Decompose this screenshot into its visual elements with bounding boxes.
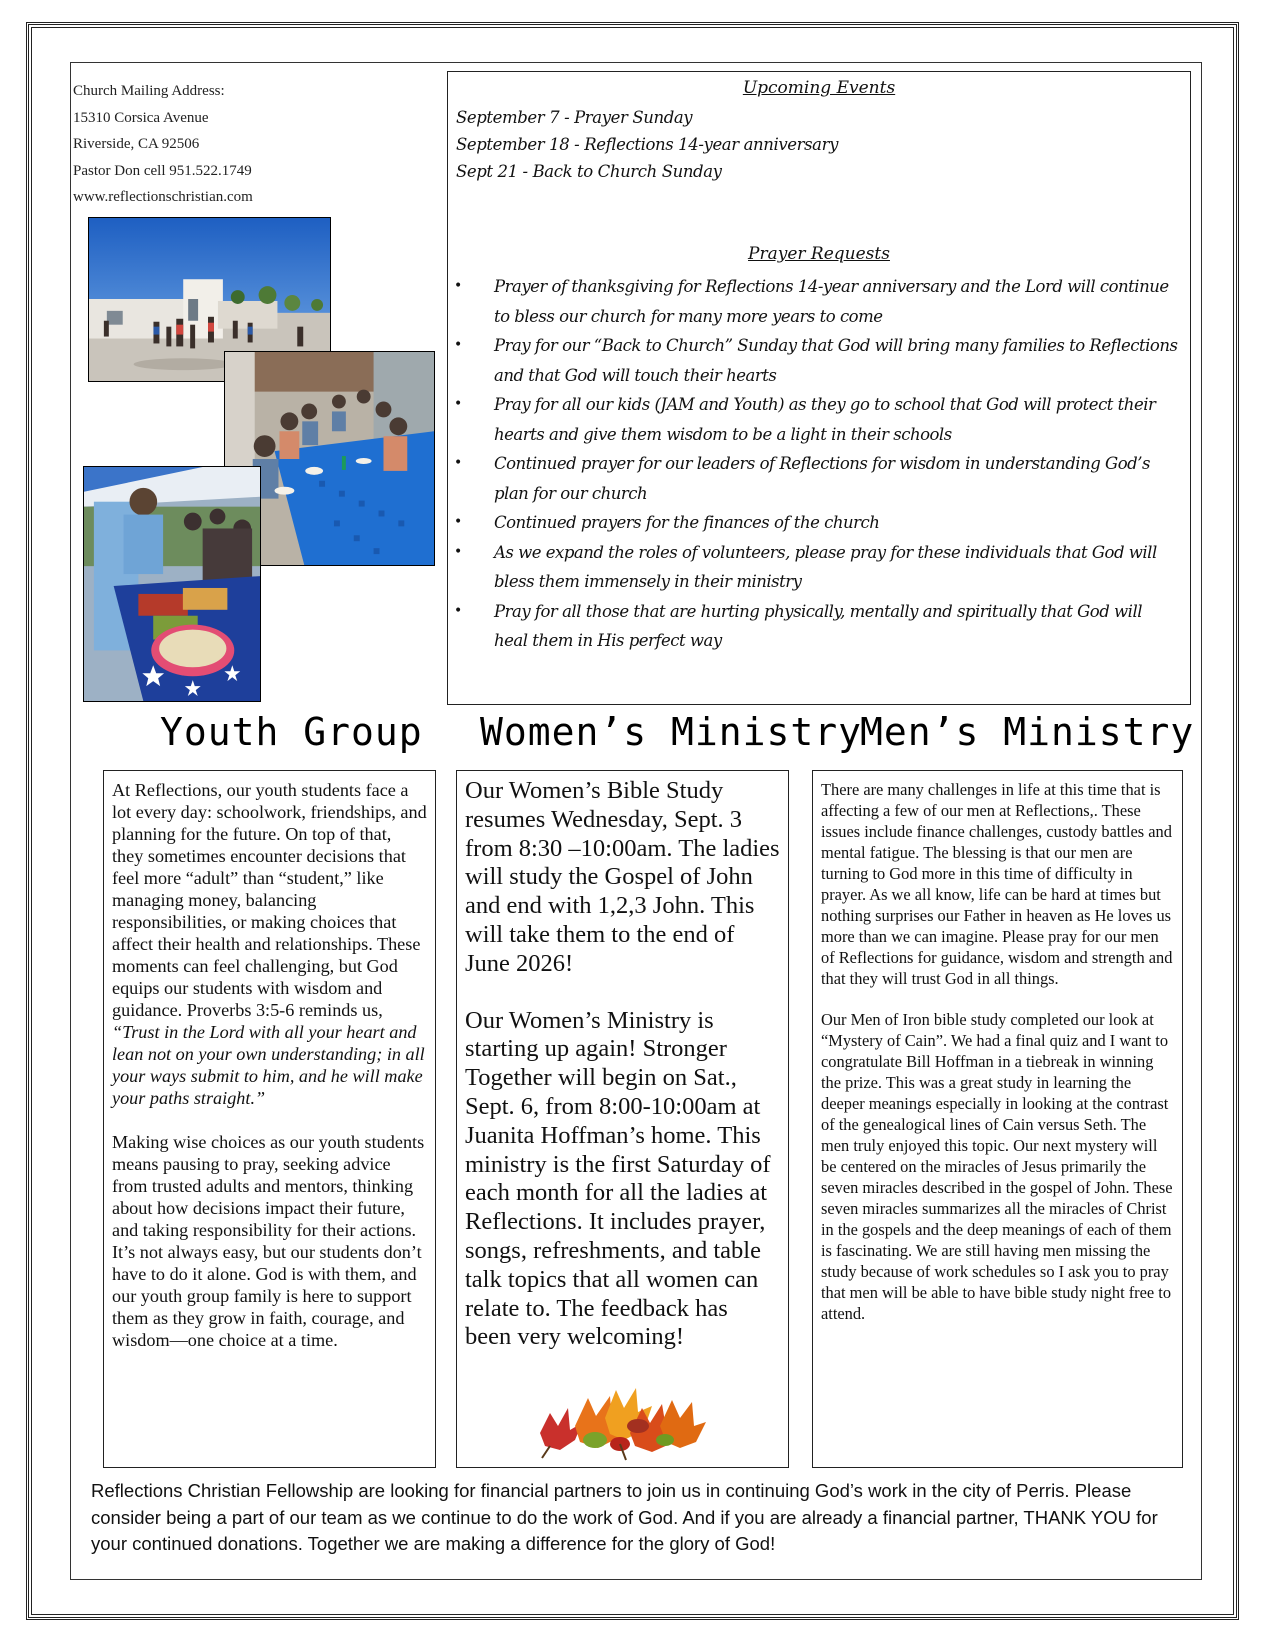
address-label: Church Mailing Address: — [73, 83, 225, 99]
prayer-item: • Continued prayer for our leaders of Reflections for wisdom in understanding God’s plan for our church — [468, 449, 1180, 508]
prayer-item: • Prayer of thanksgiving for Reflections 14-year anniversary and the Lord will continue to bless our church for many more years to come — [468, 272, 1180, 331]
event-item: September 7 - Prayer Sunday — [456, 108, 693, 127]
youth-group-heading: Youth Group — [160, 710, 423, 754]
womens-ministry-heading: Women’s Ministry — [480, 710, 863, 754]
mens-ministry-heading: Men’s Ministry — [860, 710, 1195, 754]
youth-paragraph-2: Making wise choices as our youth students means pausing to pray, seeking advice from trusted adults and mentors, thinking about how decisions impact their future, and taking responsibility for their actions. It’s not always easy, but our students don’t have to do it alone. God is with them, and our youth group family is here to support them as they grow in faith, courage, and wisdom—one choice at a time. — [112, 1132, 425, 1350]
pastor-phone: Pastor Don cell 951.522.1749 — [73, 162, 252, 179]
prayer-item: • Continued prayers for the finances of the church — [468, 508, 1180, 538]
prayer-item: • Pray for all those that are hurting physically, mentally and spiritually that God will heal them in His perfect way — [468, 597, 1180, 656]
financial-partners-note: Reflections Christian Fellowship are looking for financial partners to join us in continuing God’s work in the city of Perris. Please consider being a part of our team as we continue to do the work of God. And if you are already a financial partner, THANK YOU for your continued donations. Together we are making a difference for the glory of God! — [91, 1480, 1158, 1554]
mailing-address-block — [73, 78, 403, 211]
men-paragraph-1: There are many challenges in life at this time that is affecting a few of our men at Reflections,. These issues include finance challenges, custody battles and mental fatigue. The blessing is that our men are turning to God more in this time of difficulty in prayer. As we all know, life can be hard at times but nothing surprises our Father in heaven as He loves us more than we can imagine. Please pray for our men of Reflections for guidance, wisdom and strength and that they will trust God in all things. — [821, 780, 1173, 988]
prayer-requests-list — [468, 272, 1180, 656]
upcoming-events-list — [456, 104, 838, 185]
womens-ministry-column — [456, 770, 789, 1468]
buffet-food-photo — [83, 466, 261, 702]
proverbs-quote: “Trust in the Lord with all your heart and lean not on your own understanding; in all your ways submit to him, and he will make your paths straight.” — [112, 1022, 425, 1108]
prayer-item: • Pray for all our kids (JAM and Youth) as they go to school that God will protect their hearts and give them wisdom to be a light in their schools — [468, 390, 1180, 449]
prayer-requests-heading: Prayer Requests — [748, 244, 890, 264]
autumn-leaves-illustration — [520, 1378, 710, 1463]
address-street: 15310 Corsica Avenue — [73, 109, 209, 126]
women-paragraph-2: Our Women’s Ministry is starting up again! Stronger Together will begin on Sat., Sept. 6, from 8:00-10:00am at Juanita Hoffman’s home. This ministry is the first Saturday of each month for all the ladies at Reflections. It includes prayer, songs, refreshments, and table talk topics that all women can relate to. The feedback has been very welcoming! — [465, 1006, 771, 1351]
prayer-item: • Pray for our “Back to Church” Sunday that God will bring many families to Reflections and that God will touch their hearts — [468, 331, 1180, 390]
women-paragraph-1: Our Women’s Bible Study resumes Wednesday, Sept. 3 from 8:30 –10:00am. The ladies will study the Gospel of John and end with 1,2,3 John. This will take them to the end of June 2026! — [465, 777, 780, 977]
website-link[interactable]: www.reflectionschristian.com — [73, 189, 253, 205]
youth-paragraph-1 — [112, 779, 427, 1109]
event-item: September 18 - Reflections 14-year anniversary — [456, 135, 839, 154]
prayer-item: • As we expand the roles of volunteers, please pray for these individuals that God will bless them immensely in their ministry — [468, 538, 1180, 597]
event-item: Sept 21 - Back to Church Sunday — [456, 162, 722, 181]
men-paragraph-2: Our Men of Iron bible study completed our look at “Mystery of Cain”. We had a final quiz and I want to congratulate Bill Hoffman in a tiebreak in winning the prize. This was a great study in learning the deeper meanings especially in looking at the contrast of the genealogical lines of Cain versus Seth. The men truly enjoyed this topic. Our next mystery will be centered on the miracles of Jesus primarily the seven miracles described in the gospel of John. These seven miracles summarizes all the miracles of Christ in the gospels and the deep meanings of each of them is fascinating. We are still having men missing the study because of work schedules so I ask you to pray that men will be able to have bible study night free to attend. — [821, 1010, 1173, 1323]
upcoming-events-heading: Upcoming Events — [742, 78, 896, 98]
leaf-icon — [540, 1388, 706, 1460]
address-city: Riverside, CA 92506 — [73, 136, 200, 152]
events-prayer-box — [447, 71, 1191, 705]
mens-ministry-column — [812, 770, 1183, 1468]
youth-intro-text: At Reflections, our youth students face a lot every day: schoolwork, friendships, and planning for the future. On top of that, they sometimes encounter decisions that feel more “adult” than “student,” like managing money, balancing responsibilities, or making choices that affect their health and relationships. These moments can feel challenging, but God equips our students with wisdom and guidance. Proverbs 3:5-6 reminds us, — [112, 780, 427, 1020]
youth-group-column — [103, 770, 436, 1468]
